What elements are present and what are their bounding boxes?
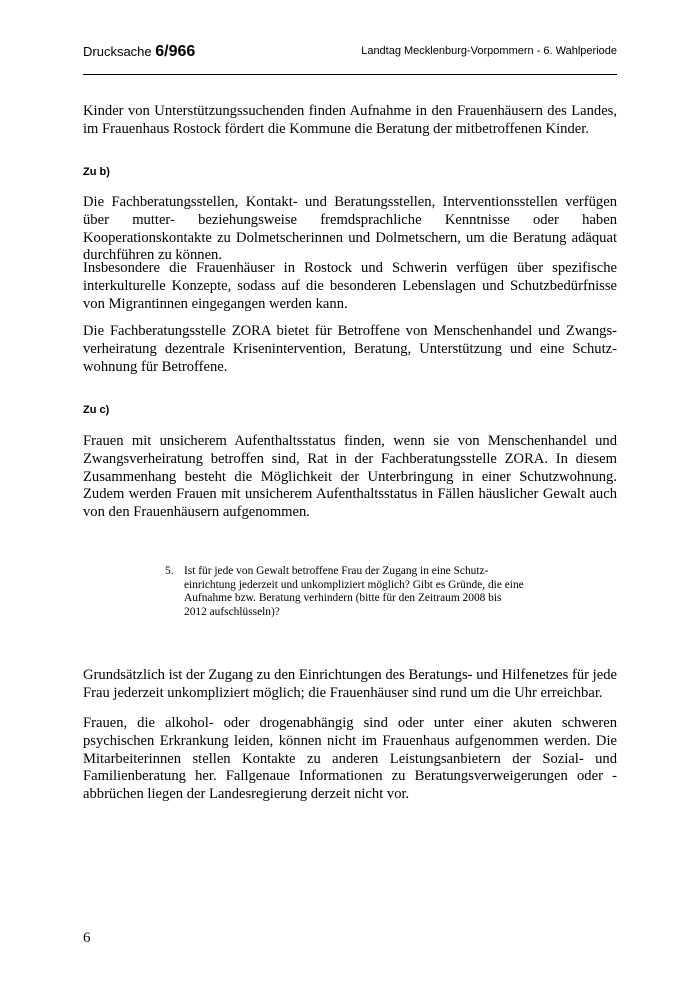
doc-label: Drucksache <box>83 44 156 59</box>
section-b-paragraph-1: Die Fachberatungsstellen, Kontakt- und Beratungsstellen, Interventionsstellen verfügen über mutter- beziehungsweise fremdsprachliche Kenntnisse oder haben Kooperationskontakte zu Dolmetscherinnen und Dolmetschern, um die Beratung adäquat durchführen zu können. <box>83 194 617 264</box>
section-b-paragraph-3: Die Fachberatungsstelle ZORA bietet für Betroffene von Menschenhandel und Zwangs-verheiratung dezentrale Kriseninterventio﻿n, Beratung, Unterstützung und eine Schutz-wohnung für Betroffene. <box>83 323 617 375</box>
section-b-heading: Zu b) <box>83 166 110 178</box>
parliament-label: Landtag Mecklenburg-Vorpommern - 6. Wahlperiode <box>361 45 617 57</box>
section-b-paragraph-2: Insbesondere die Frauenhäuser in Rostock und Schwerin verfügen über spezifische interkulturelle Konzepte, sodass auf die besonderen Lebenslagen und Schutzbedürfnisse von Migrantinnen eingegangen werden kann. <box>83 260 617 312</box>
page-number: 6 <box>83 930 91 946</box>
answer-5-paragraph-1: Grundsätzlich ist der Zugang zu den Einrichtungen des Beratungs- und Hilfenetzes für jede Frau jederzeit unkompliziert möglich; die Frauenhäuser sind rund um die Uhr erreichbar. <box>83 667 617 701</box>
answer-5-paragraph-2: Frauen, die alkohol- oder drogenabhängig sind oder unter einer akuten schweren psychischen Erkrankung leiden, können nicht im Frauenhaus aufgenommen werden. Die Mitarbeiterinnen stellen Kontakte zu anderen Leistungsanbietern der Sozial- und Familienberatung her. Fallgenaue Informationen zu Beratungsverweigerungen oder -abbrüchen liegen der Landesregierung derzeit nicht vor. <box>83 715 617 803</box>
intro-paragraph: Kinder von Unterstützungssuchenden finden Aufnahme in den Frauenhäusern des Landes, im Frauenhaus Rostock fördert die Kommune die Beratung der mitbetroffenen Kinder. <box>83 103 617 137</box>
page-header <box>83 40 617 75</box>
question-number: 5. <box>165 565 174 577</box>
question-text: Ist für jede von Gewalt betroffene Frau der Zugang in eine Schutz-einrichtung jederzeit und unkompliziert möglich? Gibt es Gründe, die eine Aufnahme bzw. Beratung verhindern (bitte für den Zeitraum 2008 bis 2012 aufschlüsseln)? <box>184 565 524 618</box>
document-reference <box>83 43 195 61</box>
doc-number: 6/966 <box>155 43 196 60</box>
section-c-heading: Zu c) <box>83 404 110 416</box>
section-c-paragraph: Frauen mit unsicherem Aufenthaltsstatus finden, wenn sie von Menschenhandel und Zwangsverheiratung betroffen sind, Rat in der Fachberatungsstelle ZORA. In diesem Zusammenhang besteht die Möglichkeit der Unterbringung in einer Schutzwohnung. Zudem werden Frauen mit unsicherem Aufenthaltsstatus in Fällen häuslicher Gewalt auch von den Frauenhäusern aufgenommen. <box>83 433 617 521</box>
